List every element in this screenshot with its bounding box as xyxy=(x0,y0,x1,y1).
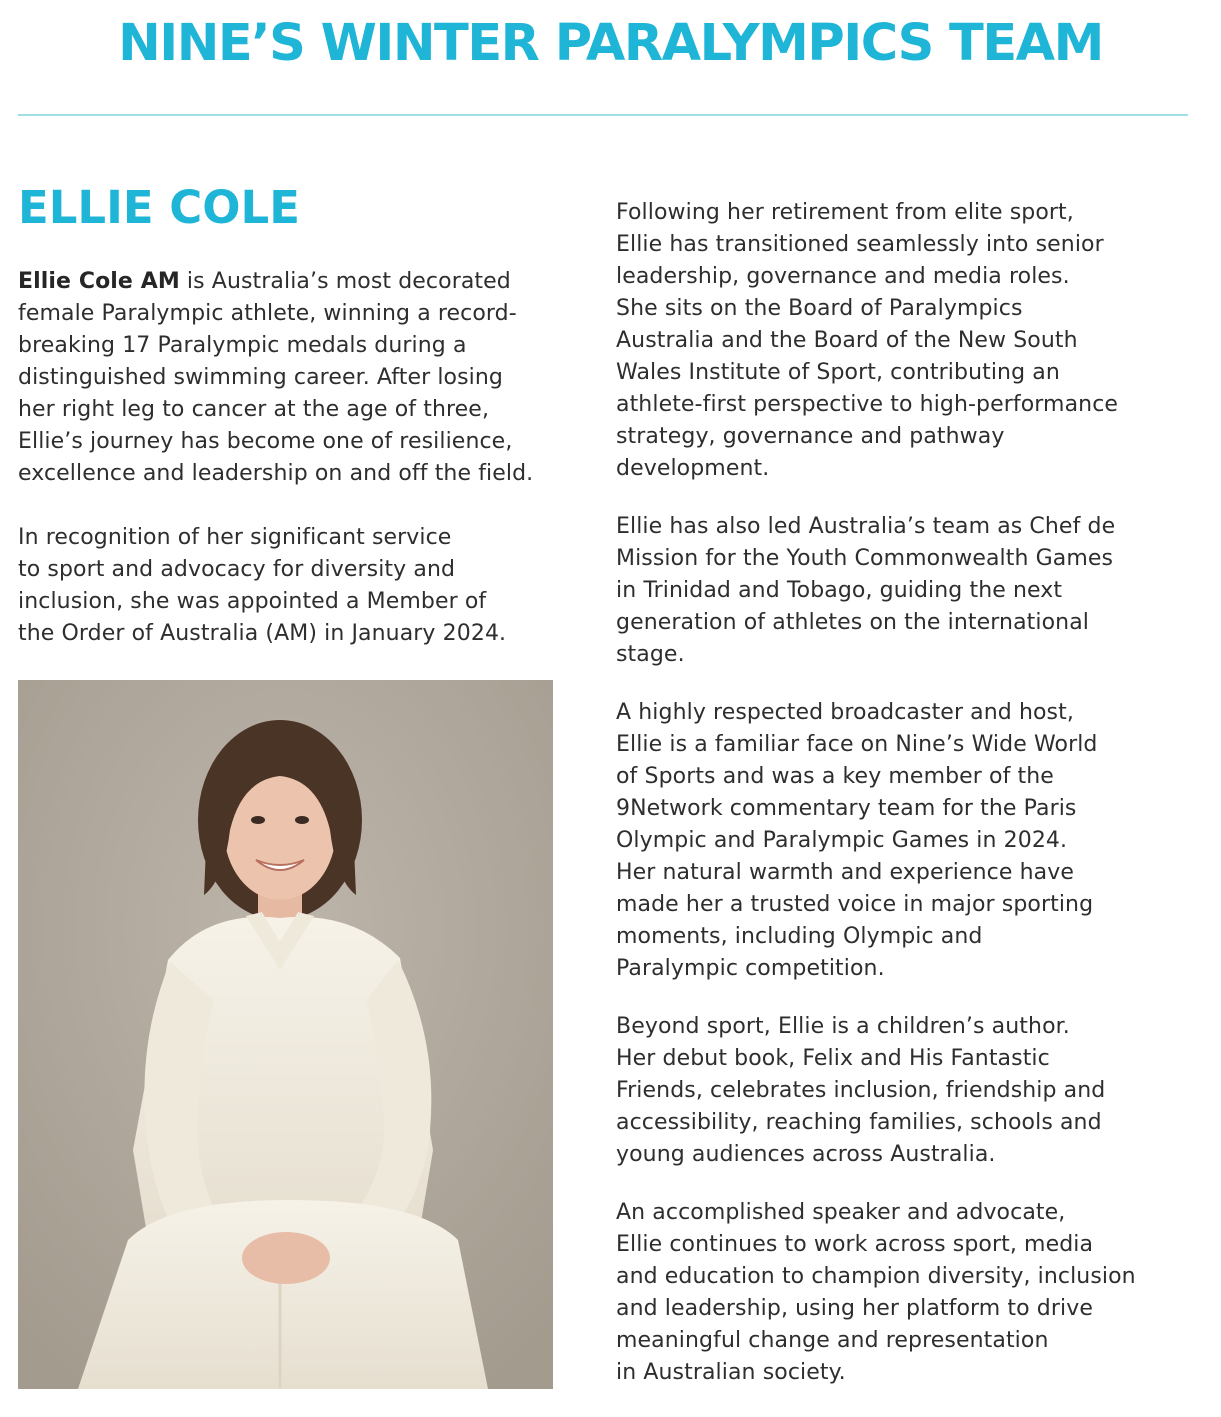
advocate-paragraph: An accomplished speaker and advocate, Ellie continues to work across sport, media and education to champion diversity, inclusion and leadership, using her platform to drive meaningful change and representation in Australian society. xyxy=(616,1200,1136,1385)
page-title: NINE’S WINTER PARALYMPICS TEAM xyxy=(118,14,1103,73)
portrait-photo xyxy=(18,680,553,1389)
profile-name: ELLIE COLE xyxy=(18,181,300,234)
author-paragraph: Beyond sport, Ellie is a children’s author. Her debut book, Felix and His Fantastic Friends, celebrates inclusion, friendship and accessibility, reaching families, schools and young audiences across Australia. xyxy=(616,1014,1106,1167)
title-divider xyxy=(18,114,1188,116)
career-paragraph: Following her retirement from elite sport, Ellie has transitioned seamlessly into senior leadership, governance and media roles. She sits on the Board of Paralympics Australia and the Board of the New South Wales Institute of Sport, contributing an athlete-first perspective to high-performance strategy, governance and pathway development. xyxy=(616,200,1119,481)
intro-lead: Ellie Cole AM xyxy=(18,269,180,294)
recognition-paragraph: In recognition of her significant service to sport and advocacy for diversity and inclusion, she was appointed a Member of the Order of Australia (AM) in January 2024. xyxy=(18,525,507,646)
broadcaster-paragraph: A highly respected broadcaster and host, Ellie is a familiar face on Nine’s Wide World of Sports and was a key member of the 9Network commentary team for the Paris Olympic and Paralympic Games in 2024. Her natural warmth and experience have made her a trusted voice in major sporting moments, including Olympic and Paralympic competition. xyxy=(616,700,1098,981)
left-column xyxy=(18,266,598,650)
intro-paragraph xyxy=(18,266,598,490)
right-column xyxy=(616,197,1206,1389)
chef-de-mission-paragraph: Ellie has also led Australia’s team as Chef de Mission for the Youth Commonwealth Games in Trinidad and Tobago, guiding the next generation of athletes on the international stage. xyxy=(616,514,1116,667)
intro-text: is Australia’s most decorated female Paralympic athlete, winning a record- breaking 17 Paralympic medals during a distinguished swimming career. After losing her right leg to cancer at the age of three, Ellie’s journey has become one of resilience, excellence and leadership on and off the field. xyxy=(18,269,534,486)
